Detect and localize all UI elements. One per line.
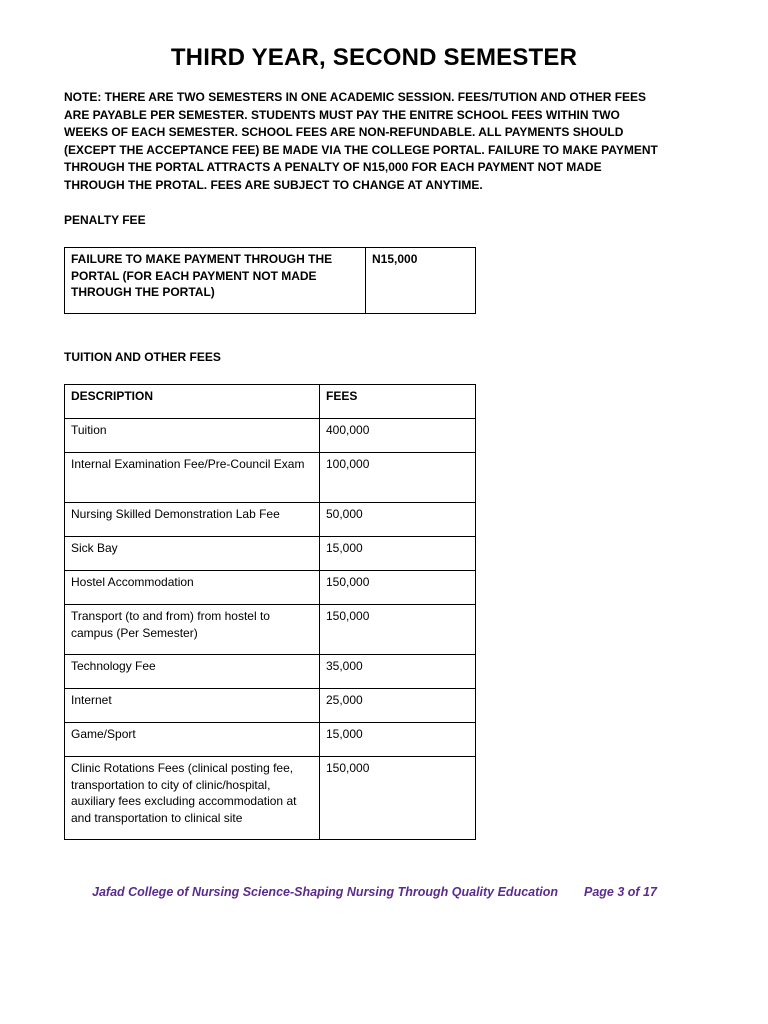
fee-description: Technology Fee [65, 655, 320, 689]
column-header-fees: FEES [320, 385, 476, 419]
fee-description: Transport (to and from) from hostel to campus (Per Semester) [65, 605, 320, 655]
fee-description: Sick Bay [65, 537, 320, 571]
fees-note: NOTE: THERE ARE TWO SEMESTERS IN ONE ACADEMIC SESSION. FEES/TUTION AND OTHER FEES ARE PAYABLE PER SEMESTER. STUDENTS MUST PAY THE ENITRE SCHOOL FEES WITHIN TWO WEEKS OF EACH SEMESTER. SCHOOL FEES ARE NON-REFUNDABLE. ALL PAYMENTS SHOULD (EXCEPT THE ACCEPTANCE FEE) BE MADE VIA THE COLLEGE PORTAL. FAILURE TO MAKE PAYMENT THROUGH THE PORTAL ATTRACTS A PENALTY OF N15,000 FOR EACH PAYMENT NOT MADE THROUGH THE PROTAL. FEES ARE SUBJECT TO CHANGE AT ANYTIME. [64, 90, 658, 192]
fee-description: Internal Examination Fee/Pre-Council Exam [65, 453, 320, 503]
table-row [65, 248, 476, 314]
fee-description: Nursing Skilled Demonstration Lab Fee [65, 503, 320, 537]
penalty-description: FAILURE TO MAKE PAYMENT THROUGH THE PORTAL (FOR EACH PAYMENT NOT MADE THROUGH THE PORTAL) [65, 248, 366, 314]
table-row [65, 537, 476, 571]
page-title: THIRD YEAR, SECOND SEMESTER [170, 44, 578, 71]
table-row [65, 655, 476, 689]
footer-text: Jafad College of Nursing Science-Shaping Nursing Through Quality Education [92, 885, 559, 899]
fee-amount: 25,000 [320, 689, 476, 723]
fee-amount: 150,000 [320, 757, 476, 840]
fee-amount: 100,000 [320, 453, 476, 503]
table-row [65, 757, 476, 840]
table-row [65, 503, 476, 537]
penalty-heading: PENALTY FEE [64, 213, 146, 227]
table-row [65, 419, 476, 453]
table-row [65, 689, 476, 723]
penalty-table [64, 247, 476, 314]
fee-amount: 35,000 [320, 655, 476, 689]
penalty-amount: N15,000 [366, 248, 476, 314]
fees-heading: TUITION AND OTHER FEES [64, 350, 221, 364]
fee-amount: 15,000 [320, 537, 476, 571]
fee-description: Internet [65, 689, 320, 723]
fee-amount: 50,000 [320, 503, 476, 537]
fee-amount: 150,000 [320, 571, 476, 605]
page-footer [92, 885, 672, 899]
column-header-description: DESCRIPTION [65, 385, 320, 419]
fee-description: Tuition [65, 419, 320, 453]
fees-table [64, 384, 476, 840]
table-row [65, 605, 476, 655]
fee-amount: 150,000 [320, 605, 476, 655]
fee-description: Clinic Rotations Fees (clinical posting fee, transportation to city of clinic/hospital, auxiliary fees excluding accommodation at and transportation to clinical site [65, 757, 320, 840]
fee-description: Game/Sport [65, 723, 320, 757]
page-number: Page 3 of 17 [584, 885, 657, 899]
table-header-row [65, 385, 476, 419]
fee-amount: 400,000 [320, 419, 476, 453]
table-row [65, 453, 476, 503]
fee-description: Hostel Accommodation [65, 571, 320, 605]
fee-amount: 15,000 [320, 723, 476, 757]
table-row [65, 723, 476, 757]
table-row [65, 571, 476, 605]
